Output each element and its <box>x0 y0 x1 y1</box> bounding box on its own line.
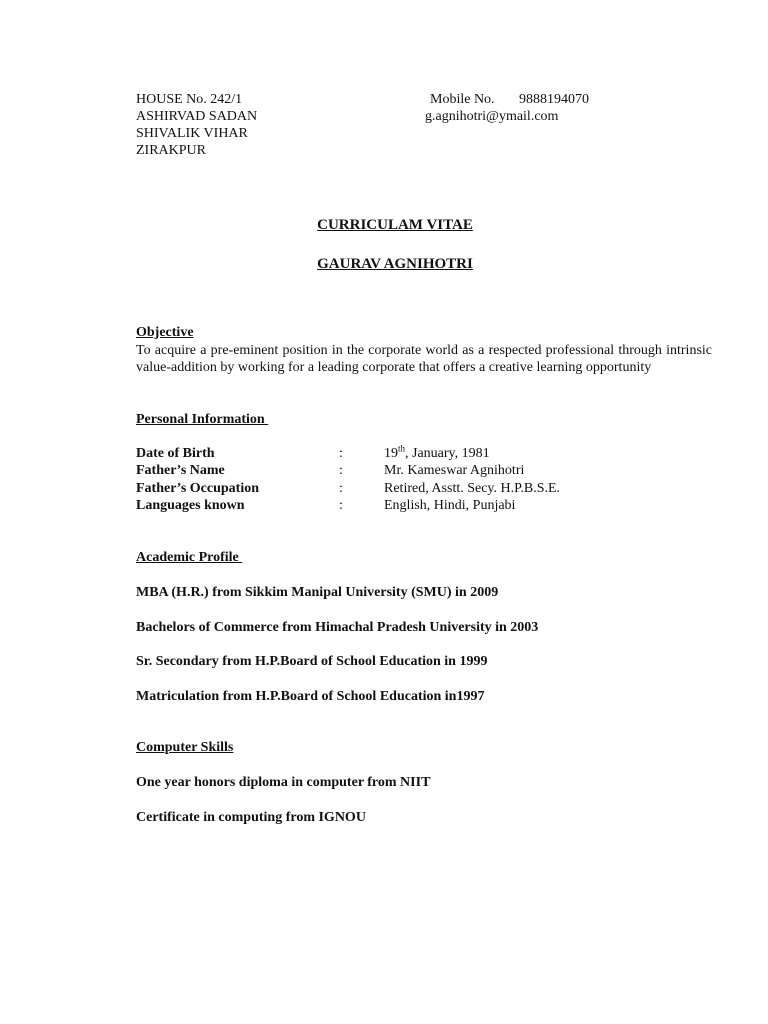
dob-value <box>384 445 490 462</box>
mobile-number: 9888194070 <box>519 92 589 107</box>
father-name-label: Father’s Name <box>136 463 225 478</box>
father-occupation-label: Father’s Occupation <box>136 481 259 496</box>
objective-text: To acquire a pre-eminent position in the corporate world as a respected professional through intrinsic value-addition by working for a leading corporate that offers a creative learning opportunity <box>136 343 712 375</box>
languages-value: English, Hindi, Punjabi <box>384 498 516 513</box>
address-line-2: ASHIRVAD SADAN <box>136 109 258 124</box>
computer-skill-niit: One year honors diploma in computer from NIIT <box>136 775 431 790</box>
dob-day: 19 <box>384 446 398 461</box>
separator: : <box>339 463 343 478</box>
separator: : <box>339 481 343 496</box>
document-title: CURRICULAM VITAE <box>317 217 473 233</box>
objective-heading: Objective <box>136 325 194 340</box>
separator: : <box>339 498 343 513</box>
address-line-1: HOUSE No. 242/1 <box>136 92 243 107</box>
academic-heading: Academic Profile <box>136 550 243 565</box>
mobile-label: Mobile No. <box>430 92 495 107</box>
personal-info-heading: Personal Information <box>136 412 269 427</box>
email-address: g.agnihotri@ymail.com <box>425 109 559 124</box>
dob-label: Date of Birth <box>136 446 215 461</box>
academic-item-senior-secondary: Sr. Secondary from H.P.Board of School Education in 1999 <box>136 654 488 669</box>
father-occupation-value: Retired, Asstt. Secy. H.P.B.S.E. <box>384 481 561 496</box>
languages-label: Languages known <box>136 498 245 513</box>
dob-day-suffix: th <box>398 443 406 454</box>
academic-item-bcom: Bachelors of Commerce from Himachal Pradesh University in 2003 <box>136 620 539 635</box>
computer-skill-ignou: Certificate in computing from IGNOU <box>136 810 366 825</box>
dob-rest: , January, 1981 <box>405 446 490 461</box>
computer-skills-heading: Computer Skills <box>136 740 234 755</box>
academic-item-mba: MBA (H.R.) from Sikkim Manipal University (SMU) in 2009 <box>136 585 499 600</box>
address-line-4: ZIRAKPUR <box>136 143 207 158</box>
candidate-name: GAURAV AGNIHOTRI <box>317 256 473 272</box>
father-name-value: Mr. Kameswar Agnihotri <box>384 463 525 478</box>
academic-item-matriculation: Matriculation from H.P.Board of School Education in1997 <box>136 689 485 704</box>
address-line-3: SHIVALIK VIHAR <box>136 126 248 141</box>
separator: : <box>339 446 343 461</box>
